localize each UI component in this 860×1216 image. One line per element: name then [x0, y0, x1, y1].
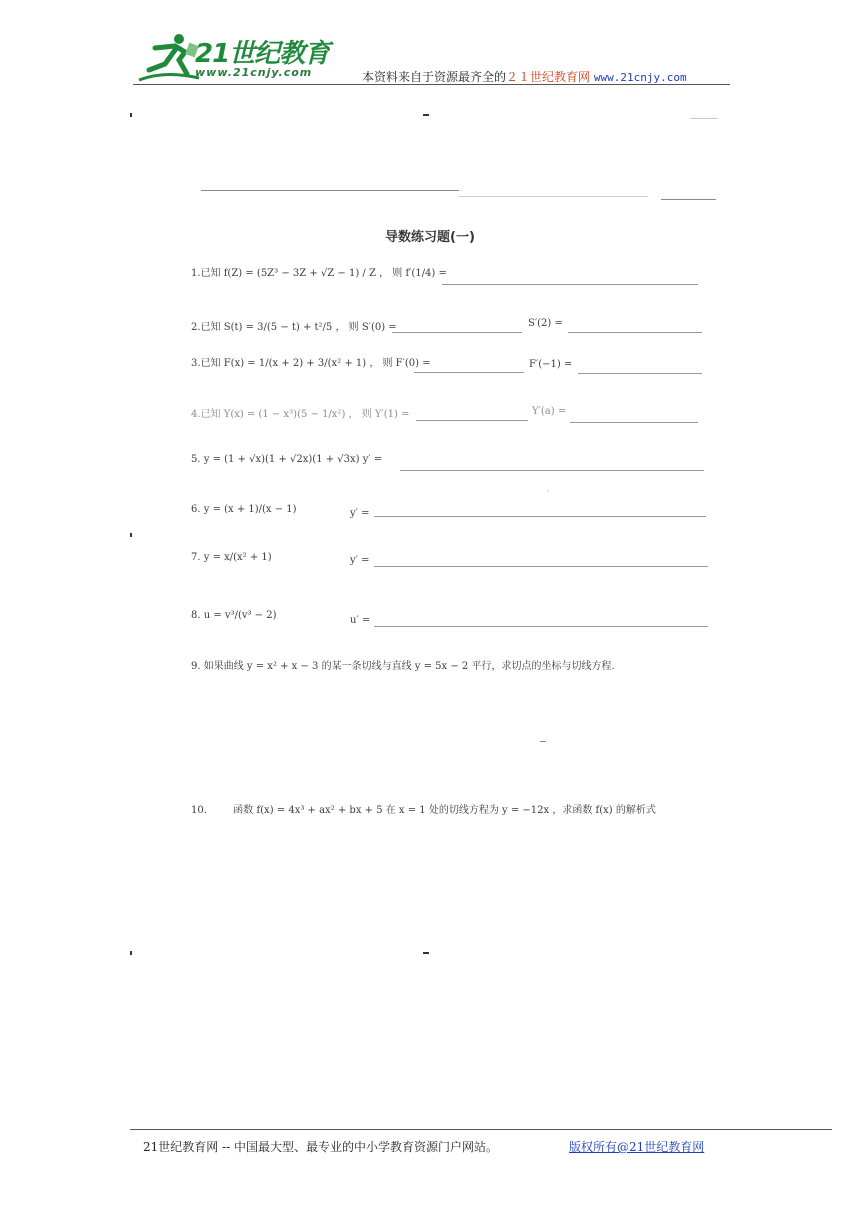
answer-line-2b	[568, 332, 702, 333]
header-note-link[interactable]: www.21cnjy.com	[593, 71, 687, 84]
question-5	[191, 454, 382, 465]
question-9	[191, 657, 615, 672]
footer-text: 21世纪教育网 -- 中国最大型、最专业的中小学教育资源门户网站。	[143, 1140, 499, 1154]
question-10-expr: 函数 f(x) = 4x³ + ax² + bx + 5 在 x = 1 处的切线方程为 y = −12x ，求函数 f(x) 的解析式	[233, 805, 656, 816]
question-1	[191, 264, 447, 279]
answer-line-2a	[392, 332, 522, 333]
question-5-expr: y = (1 + √x)(1 + √2x)(1 + √3x) y′ =	[203, 454, 383, 465]
question-2-label: 2.已知	[191, 322, 221, 333]
answer-line-4a	[416, 420, 528, 421]
answer-line-3b	[578, 373, 702, 374]
question-7-expr: y = x/(x² + 1)	[203, 552, 272, 563]
question-9-label: 9.	[191, 661, 201, 672]
question-6	[191, 504, 297, 515]
question-10-label: 10.	[191, 805, 207, 816]
answer-line-7	[374, 566, 708, 567]
question-3-expr: F(x) = 1/(x + 2) + 3/(x² + 1) ， 则 F′(0) =	[223, 358, 431, 369]
question-8-label: 8.	[191, 610, 201, 621]
header-note-prefix: 本资料来自于资源最齐全的	[362, 70, 507, 84]
scan-rule-mid	[458, 196, 648, 197]
question-4-label: 4.已知	[191, 409, 221, 420]
question-8	[191, 610, 277, 621]
scan-faint-line	[690, 118, 718, 119]
answer-line-1	[442, 284, 698, 285]
question-6-expr: y = (x + 1)/(x − 1)	[203, 504, 297, 515]
question-4-expr: Y(x) = (1 − x³)(5 − 1/x²) ， 则 Y′(1) =	[223, 409, 410, 420]
logo-text: 21世纪教育	[195, 39, 330, 69]
header-note	[362, 68, 687, 85]
answer-line-3a	[414, 372, 524, 373]
answer-line-8	[374, 626, 708, 627]
question-8-derivative: u′ =	[350, 615, 371, 626]
footer-copyright-link[interactable]: 版权所有@21世纪教育网	[569, 1140, 705, 1154]
scan-corner-mark	[130, 113, 132, 117]
header-rule	[133, 84, 730, 85]
scan-bottom-mark	[130, 951, 132, 955]
footer-rule	[130, 1129, 832, 1130]
answer-line-5	[400, 470, 704, 471]
header-note-brand: ２１世纪教育网	[506, 70, 591, 84]
question-4-part-b: Y′(a) =	[532, 406, 567, 417]
question-2-expr: S(t) = 3/(5 − t) + t²/5 ， 则 S′(0) =	[223, 322, 397, 333]
question-10	[191, 801, 656, 816]
question-8-expr: u = v³/(v³ − 2)	[203, 610, 277, 621]
question-7	[191, 552, 272, 563]
worksheet-title: 导数练习题(一)	[385, 230, 475, 245]
scan-speck-2	[540, 741, 546, 742]
question-6-derivative: y′ =	[350, 508, 370, 519]
answer-line-6	[374, 516, 706, 517]
question-1-label: 1.已知	[191, 268, 221, 279]
question-4	[191, 405, 409, 420]
question-7-label: 7.	[191, 552, 201, 563]
scan-bottom-dash	[423, 952, 429, 954]
answer-line-4b	[570, 422, 698, 423]
question-3-part-b: F′(−1) =	[529, 359, 573, 370]
scan-side-mark	[130, 533, 132, 537]
question-1-expr: f(Z) = (5Z³ − 3Z + √Z − 1) / Z ， 则 f′(1/4) =	[223, 268, 447, 279]
question-6-label: 6.	[191, 504, 201, 515]
scan-top-mark	[423, 114, 429, 116]
logo-url: www.21cnjy.com	[195, 66, 313, 79]
question-7-derivative: y′ =	[350, 555, 370, 566]
question-2-part-b: S′(2) =	[528, 318, 563, 329]
scan-rule-right	[661, 199, 716, 200]
question-2	[191, 318, 397, 333]
question-9-expr: 如果曲线 y = x² + x − 3 的某一条切线与直线 y = 5x − 2 平行，求切点的坐标与切线方程.	[203, 661, 615, 672]
question-3	[191, 354, 431, 369]
scan-rule-left	[201, 190, 459, 191]
question-5-label: 5.	[191, 454, 201, 465]
question-3-label: 3.已知	[191, 358, 221, 369]
